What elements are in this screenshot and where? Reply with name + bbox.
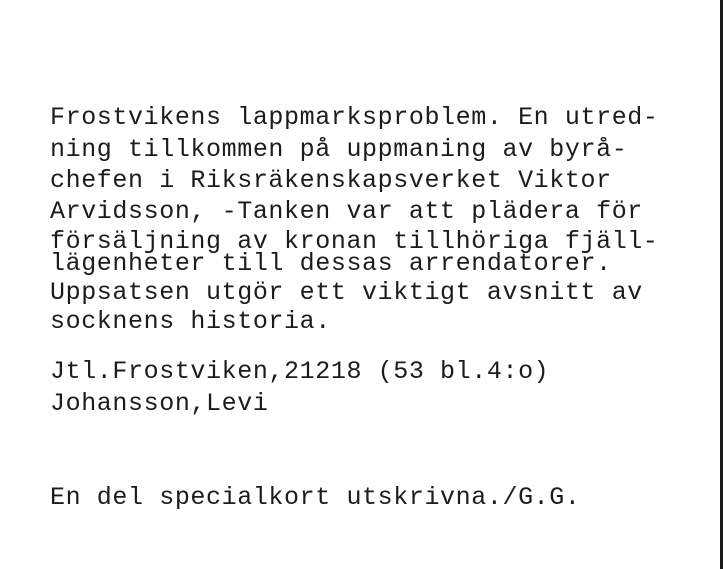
author-line: Johansson,Levi [50, 389, 269, 418]
paragraph-line-6: lägenheter till dessas arrendatorer. [50, 249, 612, 278]
paragraph-line-5: försäljning av kronan tillhöriga fjäll- [50, 227, 659, 256]
paragraph-line-7: Uppsatsen utgör ett viktigt avsnitt av [50, 278, 643, 307]
paragraph-line-4: Arvidsson, -Tanken var att plädera för [50, 197, 643, 226]
paragraph-line-2: ning tillkommen på uppmaning av byrå- [50, 135, 628, 164]
paragraph-line-8: socknens historia. [50, 307, 331, 336]
paragraph-line-1: Frostvikens lappmarksproblem. En utred- [50, 103, 659, 132]
paragraph-line-3: chefen i Riksräkenskapsverket Viktor [50, 166, 612, 195]
reference-line: Jtl.Frostviken,21218 (53 bl.4:o) [50, 357, 550, 386]
note-line: En del specialkort utskrivna./G.G. [50, 483, 581, 512]
